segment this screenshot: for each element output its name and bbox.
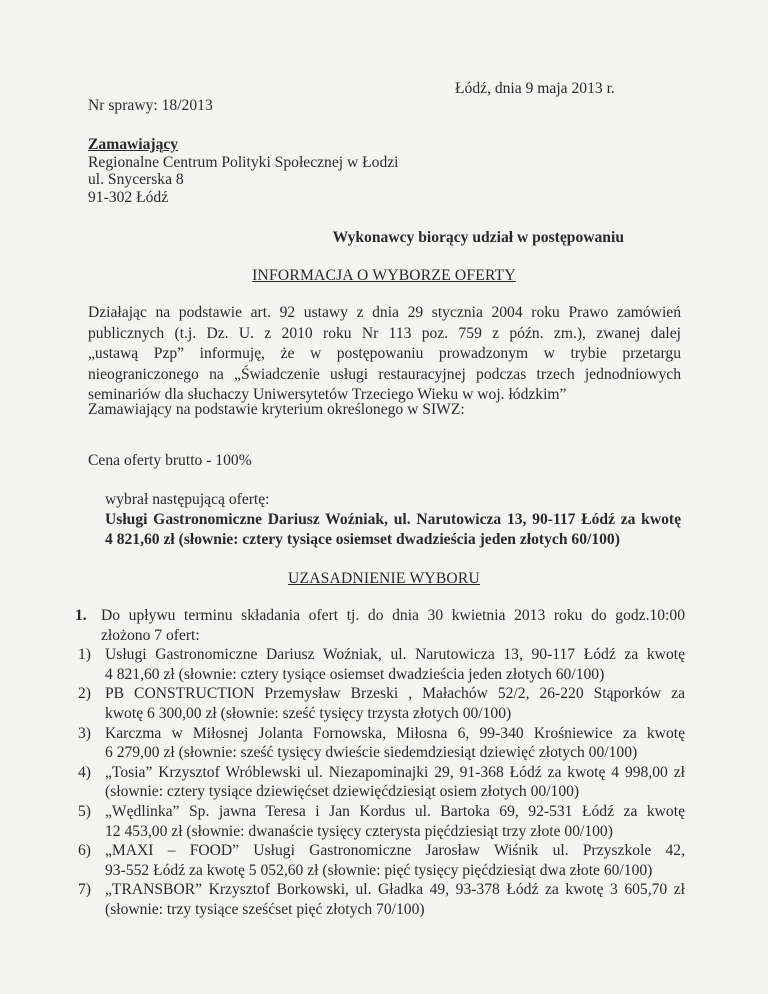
client-street: ul. Snycerska 8	[88, 171, 184, 189]
client-block	[88, 136, 399, 206]
offer-item	[75, 724, 685, 763]
price-criterion: Cena oferty brutto - 100%	[88, 452, 252, 469]
client-heading: Zamawiający	[88, 136, 179, 153]
offer-line: „Wędlinka” Sp. jawna Teresa i Jan Kordus ul. Bartoka 69, 92-531 Łódź za kwotę	[105, 802, 685, 820]
addressee: Wykonawcy biorący udział w postępowaniu	[332, 229, 624, 246]
offer-line: Karczma w Miłosnej Jolanta Fornowska, Miłosna 6, 99-340 Krośniewice za kwotę	[105, 724, 685, 742]
intro-line: nieograniczonego na „Świadczenie usługi restauracyjnej podczas trzech jednodniowych	[88, 365, 681, 383]
offer-number: 1)	[78, 646, 91, 664]
chosen-offer	[105, 490, 681, 550]
offer-line: „TRANSBOR” Krzysztof Borkowski, ul. Gładka 49, 93-378 Łódź za kwotę 3 605,70 zł	[105, 881, 685, 899]
offer-number: 7)	[78, 881, 91, 899]
chosen-intro: wybrał następującą ofertę:	[105, 491, 270, 508]
offer-item	[75, 763, 685, 802]
offer-line: „Tosia” Krzysztof Wróblewski ul. Niezapominajki 29, 91-368 Łódź za kwotę 4 998,00 zł	[105, 763, 685, 781]
chosen-line: 4 821,60 zł (słownie: cztery tysiące osiemset dwadzieścia jeden złotych 60/100)	[105, 531, 620, 548]
offer-line: Usługi Gastronomiczne Dariusz Woźniak, ul. Narutowicza 13, 90-117 Łódź za kwotę	[105, 646, 685, 664]
justification-item	[75, 606, 685, 645]
offer-line: PB CONSTRUCTION Przemysław Brzeski , Małachów 52/2, 26-220 Stąporków za	[105, 685, 685, 703]
justification-list	[75, 606, 685, 920]
offer-number: 2)	[78, 685, 91, 703]
offer-number: 3)	[78, 724, 91, 742]
item-number: 1.	[75, 607, 87, 624]
offer-item	[75, 684, 685, 723]
offer-number: 6)	[78, 842, 91, 860]
case-number: Nr sprawy: 18/2013	[88, 97, 213, 114]
offer-line: 4 821,60 zł (słownie: cztery tysiące osiemset dwadzieścia jeden złotych 60/100)	[105, 665, 605, 683]
item-line: Do upływu terminu składania ofert tj. do dnia 30 kwietnia 2013 roku do godz.10:00	[101, 607, 685, 624]
offer-line: 6 279,00 zł (słownie: sześć tysięcy dwieście siedemdziesiąt dziewięć złotych 00/100)	[105, 744, 638, 762]
document-date: Łódź, dnia 9 maja 2013 r.	[455, 80, 615, 97]
offer-line: (słownie: trzy tysiące sześćset pięć złotych 70/100)	[105, 900, 425, 918]
offer-line: (słownie: cztery tysiące dziewięćset dziewięćdziesiąt osiem złotych 00/100)	[105, 783, 580, 801]
client-name: Regionalne Centrum Polityki Społecznej w Łodzi	[88, 153, 399, 171]
offer-line: 12 453,00 zł (słownie: dwanaście tysięcy czterysta pięćdziesiąt trzy złote 00/100)	[105, 822, 613, 840]
offer-item	[75, 802, 685, 841]
title-offer-selection: INFORMACJA O WYBORZE OFERTY	[252, 267, 516, 284]
intro-line: publicznych (t.j. Dz. U. z 2010 roku Nr 113 poz. 759 z późn. zm.), zwanej dalej	[88, 324, 681, 342]
offer-item	[75, 880, 685, 919]
intro-line: „ustawą Pzp” informuję, że w postępowaniu prowadzonym w trybie przetargu	[88, 345, 681, 362]
intro-line: Działając na podstawie art. 92 ustawy z dnia 29 stycznia 2004 roku Prawo zamówień	[88, 304, 681, 321]
offer-line: 93-552 Łódź za kwotę 5 052,60 zł (słownie: pięć tysięcy pięćdziesiąt dwa złote 60/100)	[105, 861, 653, 879]
client-postal: 91-302 Łódź	[88, 188, 169, 206]
chosen-line: Usługi Gastronomiczne Dariusz Woźniak, ul. Narutowicza 13, 90-117 Łódź za kwotę	[105, 511, 681, 528]
offer-line: kwotę 6 300,00 zł (słownie: sześć tysięcy trzysta złotych 00/100)	[105, 704, 512, 722]
offer-item	[75, 841, 685, 880]
offer-number: 4)	[78, 763, 91, 781]
item-line: złożono 7 ofert:	[101, 626, 200, 644]
criterion-basis: Zamawiający na podstawie kryterium określonego w SIWZ:	[88, 401, 465, 418]
offer-number: 5)	[78, 802, 91, 820]
offer-line: „MAXI – FOOD” Usługi Gastronomiczne Jarosław Wiśnik ul. Przyszkole 42,	[105, 842, 685, 860]
intro-paragraph	[88, 303, 681, 406]
offer-item	[75, 645, 685, 684]
title-justification: UZASADNIENIE WYBORU	[288, 570, 480, 587]
intro-line: seminariów dla słuchaczy Uniwersytetów Trzeciego Wieku w woj. łódzkim”	[88, 386, 567, 403]
